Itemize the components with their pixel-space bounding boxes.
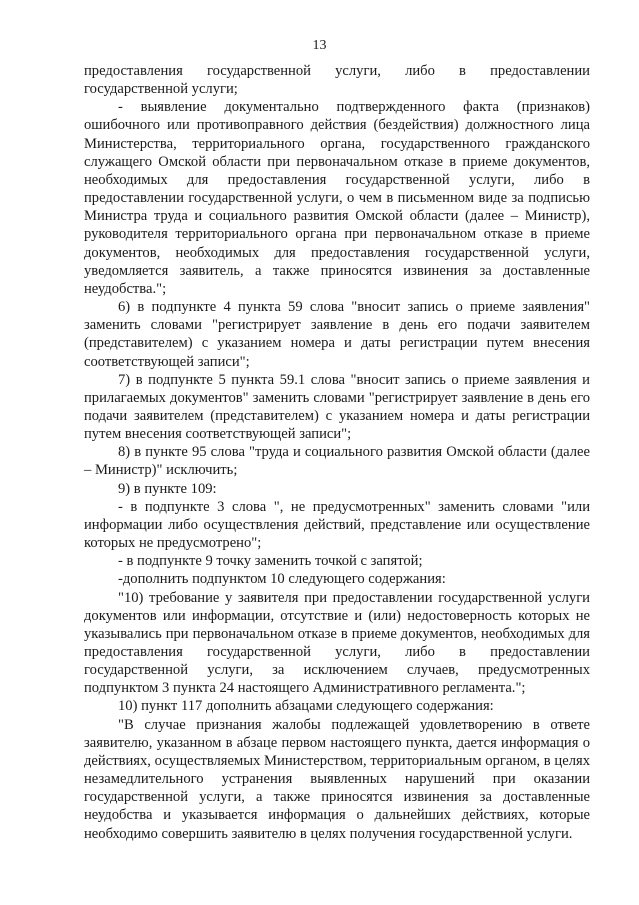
- paragraph: предоставления государственной услуги, либо в предоставлении государственной услуги;: [84, 63, 590, 98]
- paragraph: 10) пункт 117 дополнить абзацами следующего содержания:: [118, 698, 494, 715]
- paragraph: "В случае признания жалобы подлежащей удовлетворению в ответе заявителю, указанном в абзаце первом настоящего пункта, дается информация о действиях, осуществляемых Министерством, территориальным органом, в целях незамедлительного устранения выявленных нарушений при оказании государственной услуги, а также приносятся извинения за доставленные неудобства и указывается информация о дальнейших действиях, которые необходимо совершить заявителю в целях получения государственной услуги.: [84, 716, 590, 842]
- paragraph: 7) в подпункте 5 пункта 59.1 слова "вносит запись о приеме заявления и прилагаемых документов" заменить словами "регистрирует заявление в день его подачи заявителем (представителем) с указанием номера и даты регистрации путем внесения соответствующей записи";: [84, 371, 590, 443]
- paragraph: - выявление документально подтвержденного факта (признаков) ошибочного или противоправного действия (бездействия) должностного лица Министерства, территориального органа, государственного гражданского служащего Омской области при первоначальном отказе в приеме документов, необходимых для предоставления государственной услуги, либо в предоставлении государственной услуги, о чем в письменном виде за подписью Министра труда и социального развития Омской области (далее – Министр), руководителя территориального органа при первоначальном отказе в приеме документов, необходимых для предоставления государственной услуги, уведомляется заявитель, а также приносятся извинения за доставленные неудобства.";: [84, 99, 590, 297]
- paragraph: -дополнить подпунктом 10 следующего содержания:: [118, 571, 446, 588]
- paragraph: 9) в пункте 109:: [118, 480, 217, 497]
- paragraph: 6) в подпункте 4 пункта 59 слова "вносит запись о приеме заявления" заменить словами "регистрирует заявление в день его подачи заявителем (представителем) с указанием номера и даты регистрации путем внесения соответствующей записи";: [84, 299, 590, 370]
- document-body: [84, 62, 590, 843]
- paragraph: 8) в пункте 95 слова "труда и социального развития Омской области (далее – Министр)" исключить;: [84, 444, 590, 479]
- paragraph: - в подпункте 9 точку заменить точкой с запятой;: [118, 553, 423, 570]
- paragraph: "10) требование у заявителя при предоставлении государственной услуги документов или информации, отсутствие и (или) недостоверность которых не указывались при первоначальном отказе в приеме документов, необходимых для предоставления государственной услуги, либо в предоставлении государственной услуги, за исключением случаев, предусмотренных подпунктом 3 пункта 24 настоящего Административного регламента.";: [84, 589, 590, 697]
- paragraph: - в подпункте 3 слова ", не предусмотренных" заменить словами "или информации либо осуществления действий, представление или осуществление которых не предусмотрено";: [84, 498, 590, 552]
- page-number: 13: [312, 38, 327, 53]
